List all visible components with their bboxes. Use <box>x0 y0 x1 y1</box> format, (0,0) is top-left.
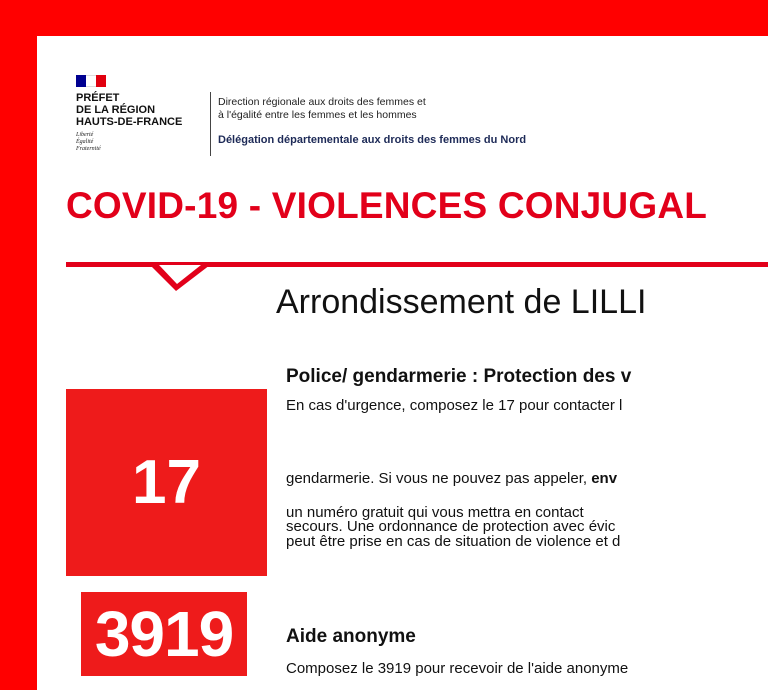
aide-heading: Aide anonyme <box>286 626 416 647</box>
delegation-name: Délégation départementale aux droits des femmes du Nord <box>218 134 527 146</box>
police-text-line: secours. Une ordonnance de protection avec évic <box>286 518 616 535</box>
prefecture-logo <box>76 75 182 153</box>
police-text-line: En cas d'urgence, composez le 17 pour contacter l <box>286 397 623 414</box>
aide-text-line: Composez le 3919 pour recevoir de l'aide anonyme <box>286 660 629 677</box>
republic-motto: Liberté Égalité Fraternité <box>76 132 101 152</box>
page-subtitle: Arrondissement de LILLI <box>276 283 647 321</box>
french-flag-icon <box>76 75 106 87</box>
page-title: COVID-19 - VIOLENCES CONJUGAL <box>66 185 708 226</box>
police-text-line: peut être prise en cas de situation de violence et d <box>286 533 621 550</box>
police-heading: Police/ gendarmerie : Protection des v <box>286 366 632 387</box>
police-text-line: un numéro gratuit qui vous mettra en contact <box>286 504 584 521</box>
red-frame-top <box>0 0 768 36</box>
prefecture-name: PRÉFET DE LA RÉGION HAUTS-DE-FRANCE <box>76 92 183 128</box>
direction-name: Direction régionale aux droits des femmes et à l'égalité entre les femmes et les hommes <box>218 96 426 121</box>
emergency-number-badge: 17 <box>66 389 267 576</box>
header-divider <box>210 92 211 156</box>
speech-notch-icon <box>150 265 210 295</box>
helpline-number-badge: 3919 <box>81 592 247 676</box>
red-frame-left <box>0 0 37 690</box>
police-text-line: gendarmerie. Si vous ne pouvez pas appeler, env <box>286 470 618 487</box>
